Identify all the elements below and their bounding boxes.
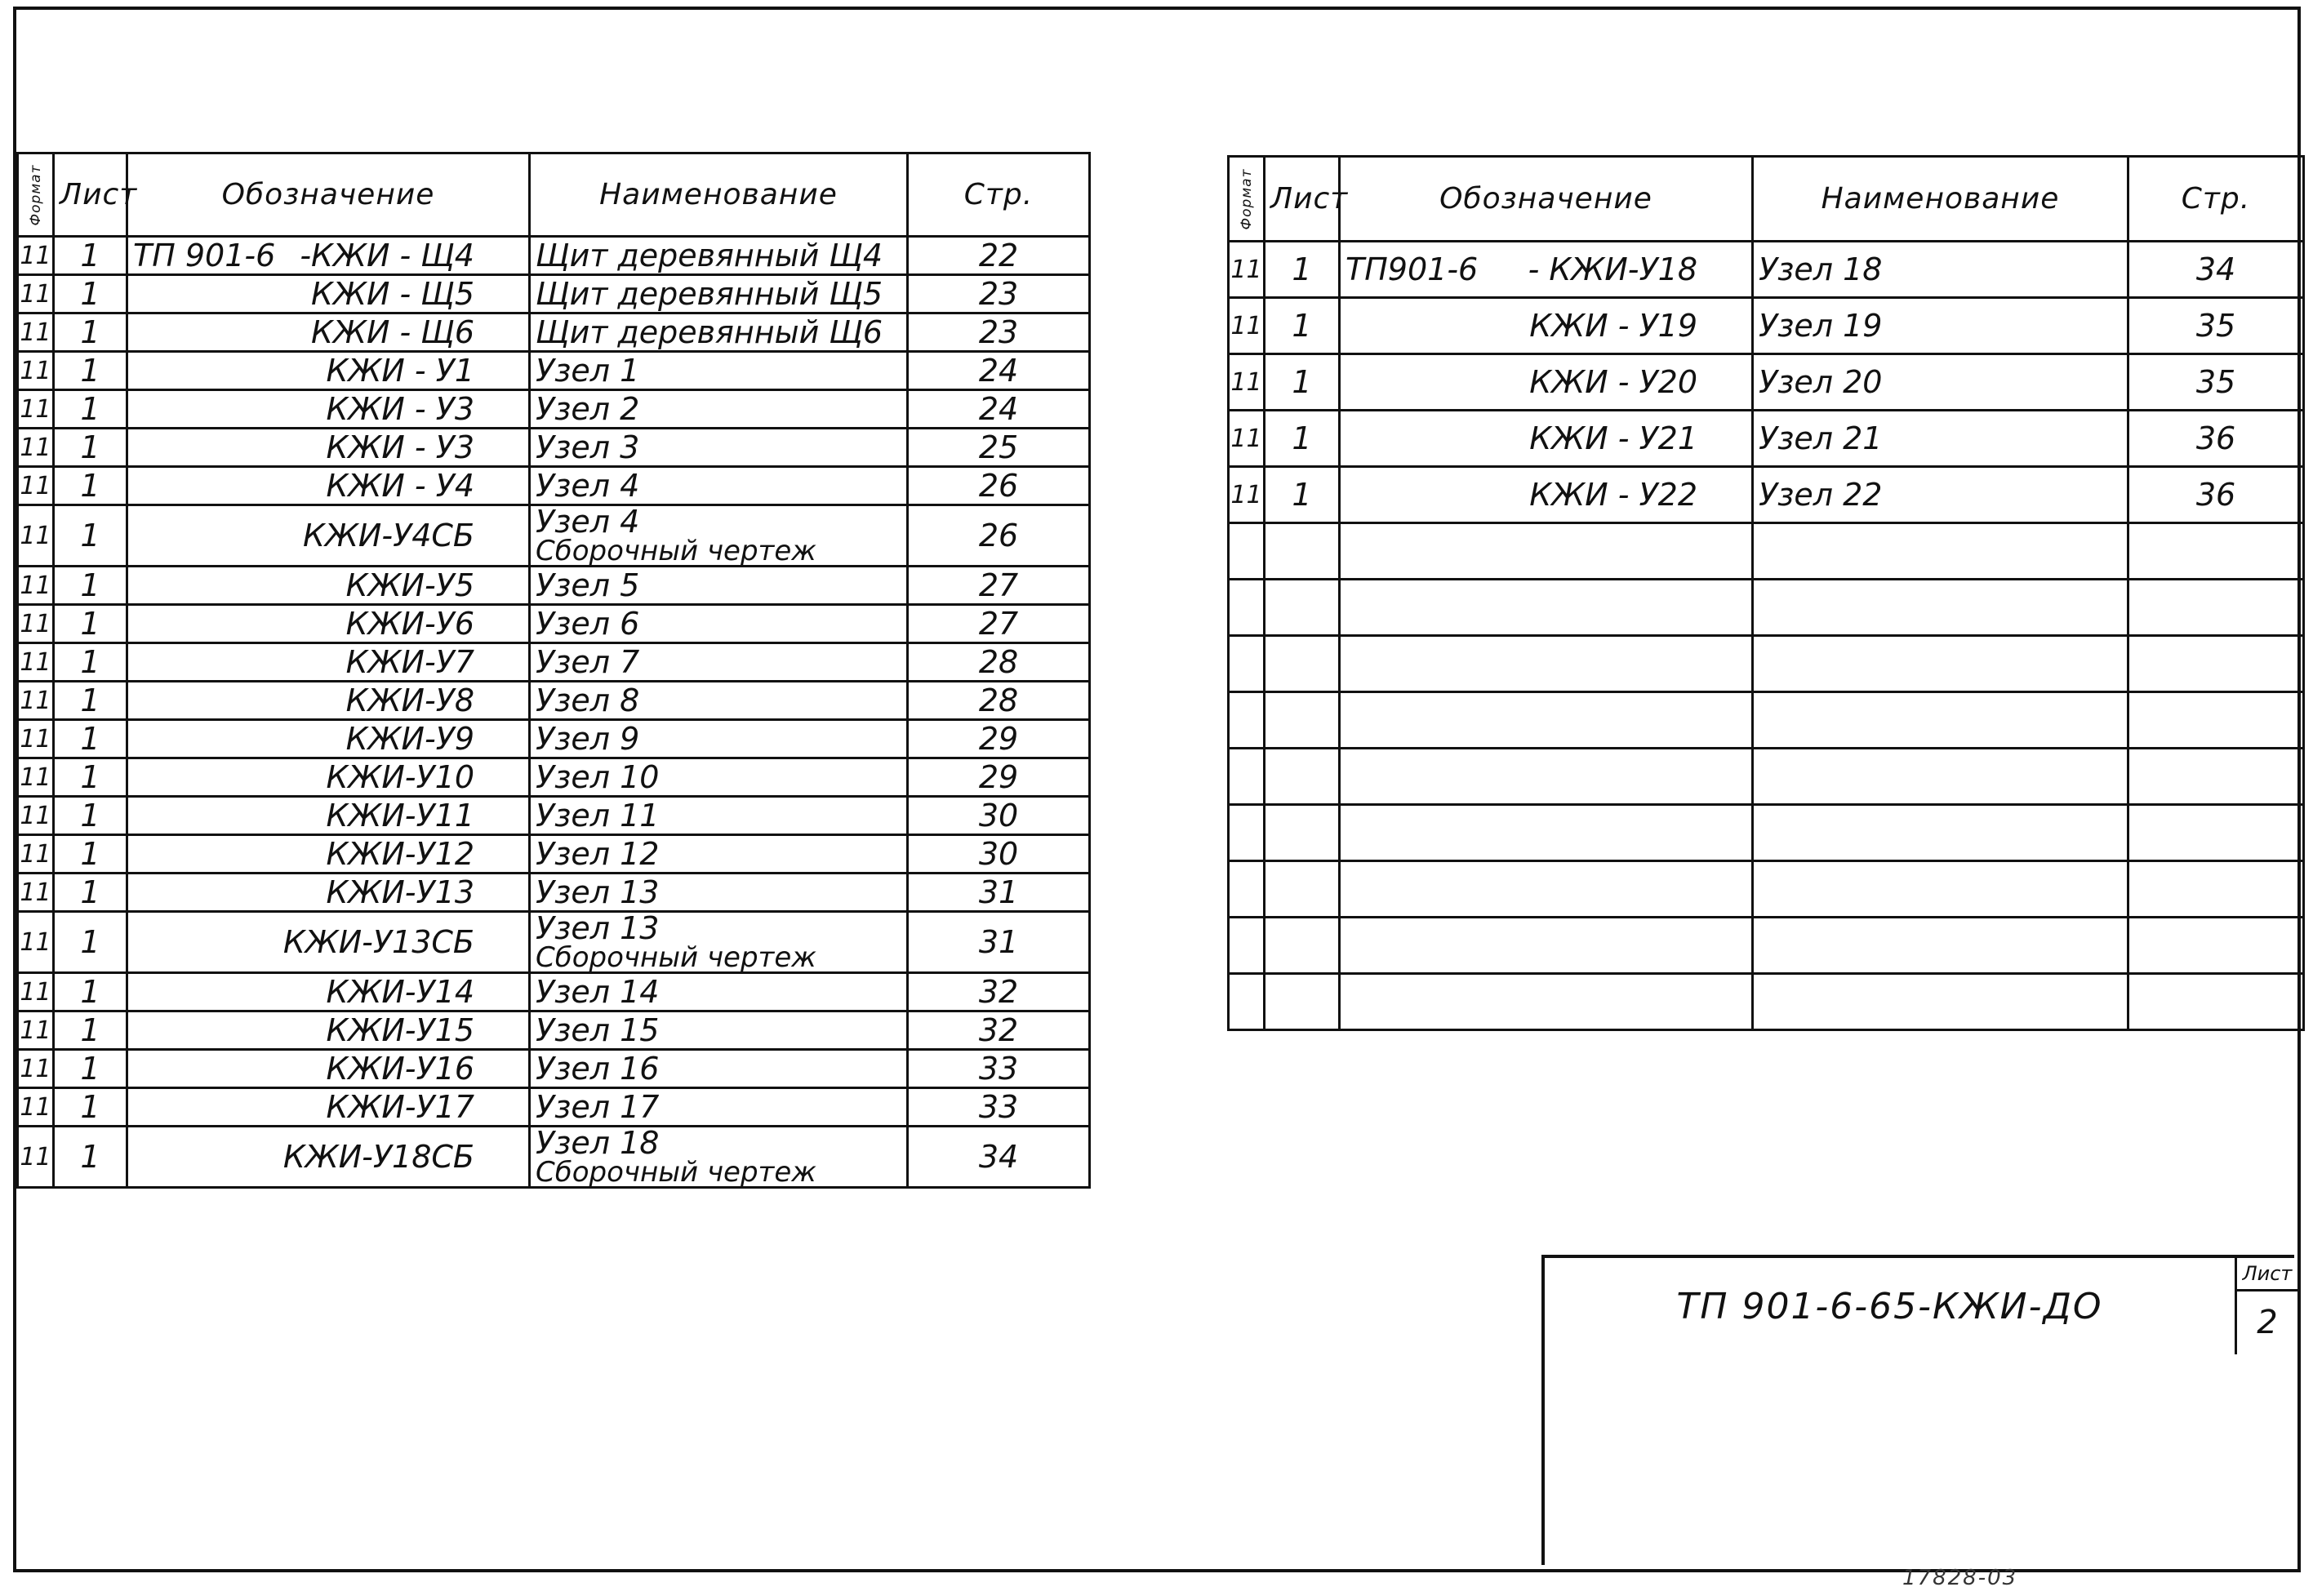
table-row xyxy=(18,1011,1090,1050)
header-page: Стр. xyxy=(908,153,1090,237)
row-format: 11 xyxy=(18,467,54,505)
row-name: Узел 18 xyxy=(1753,242,2128,298)
row-page: 22 xyxy=(908,237,1090,275)
table-row xyxy=(18,567,1090,605)
empty-cell xyxy=(1229,861,1265,918)
row-name xyxy=(530,429,908,467)
row-designation-code: КЖИ - У19 xyxy=(1529,308,1697,344)
empty-cell xyxy=(1340,692,1753,749)
row-sheet: 1 xyxy=(54,237,127,275)
row-format: 11 xyxy=(1229,411,1265,467)
row-designation-code: КЖИ-У7 xyxy=(345,644,474,680)
row-designation xyxy=(127,567,530,605)
empty-cell xyxy=(2128,918,2304,974)
row-sheet: 1 xyxy=(54,1050,127,1088)
table-row xyxy=(18,390,1090,429)
row-sheet: 1 xyxy=(54,1127,127,1188)
row-designation xyxy=(1340,467,1753,523)
row-page: 36 xyxy=(2128,467,2304,523)
row-sheet: 1 xyxy=(54,835,127,874)
empty-cell xyxy=(1265,580,1340,636)
row-name xyxy=(530,720,908,758)
row-designation xyxy=(127,429,530,467)
empty-cell xyxy=(2128,636,2304,692)
row-name xyxy=(530,605,908,643)
row-sheet: 1 xyxy=(1265,242,1340,298)
row-designation-code: КЖИ - У3 xyxy=(326,429,474,465)
row-page: 23 xyxy=(908,313,1090,352)
header-page: Стр. xyxy=(2128,157,2304,242)
row-page: 33 xyxy=(908,1050,1090,1088)
row-name-line1: Узел 13 xyxy=(536,874,660,910)
table-row xyxy=(18,797,1090,835)
row-format: 11 xyxy=(18,1127,54,1188)
row-designation xyxy=(127,505,530,567)
table-row xyxy=(18,643,1090,682)
row-designation xyxy=(127,643,530,682)
row-designation-prefix: ТП 901-6 xyxy=(133,238,276,273)
row-designation xyxy=(1340,354,1753,411)
row-sheet: 1 xyxy=(54,643,127,682)
empty-cell xyxy=(1753,805,2128,861)
row-designation xyxy=(127,797,530,835)
empty-row xyxy=(1229,861,2304,918)
row-name xyxy=(530,643,908,682)
row-designation xyxy=(127,605,530,643)
row-name xyxy=(530,758,908,797)
row-name-line1: Узел 4 xyxy=(536,468,640,504)
table-row xyxy=(18,467,1090,505)
sheet-box xyxy=(2235,1258,2297,1354)
row-page: 27 xyxy=(908,567,1090,605)
row-name xyxy=(530,1011,908,1050)
row-sheet: 1 xyxy=(54,874,127,912)
empty-cell xyxy=(1753,749,2128,805)
table-row xyxy=(1229,354,2304,411)
right-register-table xyxy=(1227,155,2305,1031)
header-format: Формат xyxy=(1229,157,1265,242)
empty-cell xyxy=(1340,580,1753,636)
row-sheet: 1 xyxy=(1265,298,1340,354)
table-row xyxy=(18,720,1090,758)
sheet-label: Лист xyxy=(2237,1258,2297,1291)
row-name-line1: Узел 5 xyxy=(536,567,640,603)
row-name xyxy=(530,797,908,835)
row-designation xyxy=(127,390,530,429)
empty-cell xyxy=(1753,636,2128,692)
row-designation-prefix: ТП901-6 xyxy=(1346,251,1479,287)
row-sheet: 1 xyxy=(54,313,127,352)
row-name-line2: Сборочный чертеж xyxy=(536,535,816,567)
table-row xyxy=(18,1050,1090,1088)
empty-cell xyxy=(1265,974,1340,1030)
table-row xyxy=(18,912,1090,973)
row-format: 11 xyxy=(18,973,54,1011)
row-format: 11 xyxy=(18,429,54,467)
row-name xyxy=(530,682,908,720)
row-page: 32 xyxy=(908,973,1090,1011)
empty-cell xyxy=(1229,692,1265,749)
row-designation-code: КЖИ-У6 xyxy=(345,606,474,642)
row-page: 24 xyxy=(908,390,1090,429)
row-designation-code: КЖИ - У22 xyxy=(1529,477,1697,513)
row-sheet: 1 xyxy=(54,352,127,390)
row-designation xyxy=(1340,298,1753,354)
empty-cell xyxy=(1753,692,2128,749)
row-designation-code: - КЖИ-У18 xyxy=(1528,251,1697,287)
empty-row xyxy=(1229,580,2304,636)
row-sheet: 1 xyxy=(1265,354,1340,411)
row-designation xyxy=(127,1011,530,1050)
empty-cell xyxy=(1340,749,1753,805)
row-page: 36 xyxy=(2128,411,2304,467)
row-designation xyxy=(127,352,530,390)
row-page: 30 xyxy=(908,797,1090,835)
row-page: 28 xyxy=(908,682,1090,720)
table-row xyxy=(18,275,1090,313)
row-format: 11 xyxy=(18,275,54,313)
row-sheet: 1 xyxy=(54,429,127,467)
empty-cell xyxy=(1753,918,2128,974)
row-page: 31 xyxy=(908,874,1090,912)
row-format: 11 xyxy=(18,758,54,797)
row-page: 34 xyxy=(2128,242,2304,298)
empty-cell xyxy=(1265,523,1340,580)
row-sheet: 1 xyxy=(54,912,127,973)
row-name-line1: Узел 11 xyxy=(536,798,660,834)
row-page: 34 xyxy=(908,1127,1090,1188)
row-format: 11 xyxy=(18,237,54,275)
empty-cell xyxy=(2128,580,2304,636)
row-designation-code: КЖИ - У21 xyxy=(1529,420,1697,456)
empty-cell xyxy=(2128,523,2304,580)
row-designation-code: КЖИ-У8 xyxy=(345,682,474,718)
row-sheet: 1 xyxy=(54,682,127,720)
row-designation-code: КЖИ-У4СБ xyxy=(303,518,474,553)
row-sheet: 1 xyxy=(54,390,127,429)
table-row xyxy=(1229,298,2304,354)
row-name-line1: Узел 18 xyxy=(536,1125,660,1161)
row-name-line1: Узел 13 xyxy=(536,910,660,946)
table-row xyxy=(18,429,1090,467)
row-page: 23 xyxy=(908,275,1090,313)
empty-cell xyxy=(1229,636,1265,692)
row-format: 11 xyxy=(18,1088,54,1127)
row-sheet: 1 xyxy=(54,275,127,313)
row-designation-code: КЖИ-У14 xyxy=(326,974,474,1010)
table-row xyxy=(18,505,1090,567)
row-name xyxy=(530,973,908,1011)
row-format: 11 xyxy=(1229,354,1265,411)
table-row xyxy=(18,973,1090,1011)
row-designation xyxy=(127,313,530,352)
row-format: 11 xyxy=(18,390,54,429)
row-name-line1: Узел 15 xyxy=(536,1012,660,1048)
row-page: 33 xyxy=(908,1088,1090,1127)
row-sheet: 1 xyxy=(54,797,127,835)
row-page: 29 xyxy=(908,758,1090,797)
row-sheet: 1 xyxy=(54,1088,127,1127)
empty-cell xyxy=(2128,805,2304,861)
row-page: 35 xyxy=(2128,354,2304,411)
row-page: 31 xyxy=(908,912,1090,973)
row-sheet: 1 xyxy=(54,758,127,797)
row-format: 11 xyxy=(18,1011,54,1050)
row-designation-code: КЖИ-У10 xyxy=(326,759,474,795)
row-format: 11 xyxy=(18,643,54,682)
row-format: 11 xyxy=(1229,298,1265,354)
row-page: 29 xyxy=(908,720,1090,758)
row-name-line1: Узел 8 xyxy=(536,682,640,718)
row-sheet: 1 xyxy=(54,567,127,605)
row-designation xyxy=(127,973,530,1011)
empty-row xyxy=(1229,636,2304,692)
row-format: 11 xyxy=(18,874,54,912)
empty-cell xyxy=(1229,918,1265,974)
row-name: Узел 22 xyxy=(1753,467,2128,523)
empty-cell xyxy=(1229,805,1265,861)
row-sheet: 1 xyxy=(1265,411,1340,467)
row-name xyxy=(530,505,908,567)
table-row xyxy=(1229,467,2304,523)
table-row xyxy=(18,874,1090,912)
table-row xyxy=(1229,411,2304,467)
row-designation xyxy=(127,1127,530,1188)
table-row xyxy=(18,1127,1090,1188)
row-designation xyxy=(127,835,530,874)
header-format: Формат xyxy=(18,153,54,237)
row-name-line1: Узел 9 xyxy=(536,721,640,757)
row-format: 11 xyxy=(18,352,54,390)
row-sheet: 1 xyxy=(54,467,127,505)
row-designation-code: КЖИ-У11 xyxy=(326,798,474,834)
row-name xyxy=(530,467,908,505)
row-designation-code: КЖИ-У13 xyxy=(326,874,474,910)
document-code: ТП 901-6-65-КЖИ-ДО xyxy=(1676,1285,2103,1327)
row-format: 11 xyxy=(18,313,54,352)
empty-cell xyxy=(1265,805,1340,861)
row-designation-code: КЖИ-У12 xyxy=(326,836,474,872)
empty-cell xyxy=(1340,805,1753,861)
table-row xyxy=(18,758,1090,797)
row-name-line1: Щит деревянный Щ5 xyxy=(536,276,883,312)
empty-cell xyxy=(2128,692,2304,749)
empty-row xyxy=(1229,974,2304,1030)
row-format: 11 xyxy=(18,912,54,973)
empty-cell xyxy=(1265,861,1340,918)
row-name xyxy=(530,567,908,605)
table-row xyxy=(18,237,1090,275)
row-page: 30 xyxy=(908,835,1090,874)
row-name-line1: Узел 4 xyxy=(536,504,640,540)
row-designation-code: КЖИ-У16 xyxy=(326,1051,474,1087)
row-page: 27 xyxy=(908,605,1090,643)
row-name xyxy=(530,1088,908,1127)
title-block xyxy=(1541,1255,2294,1565)
row-name: Узел 20 xyxy=(1753,354,2128,411)
header-designation: Обозначение xyxy=(127,153,530,237)
row-name xyxy=(530,313,908,352)
row-page: 26 xyxy=(908,505,1090,567)
header-designation: Обозначение xyxy=(1340,157,1753,242)
row-designation xyxy=(127,1088,530,1127)
table-row xyxy=(18,1088,1090,1127)
empty-cell xyxy=(1753,580,2128,636)
row-sheet: 1 xyxy=(1265,467,1340,523)
archive-number: 17828-03 xyxy=(1902,1566,2018,1590)
table-row xyxy=(18,835,1090,874)
row-designation-code: КЖИ-У5 xyxy=(345,567,474,603)
row-designation xyxy=(1340,242,1753,298)
table-row xyxy=(18,352,1090,390)
row-page: 24 xyxy=(908,352,1090,390)
row-name-line2: Сборочный чертеж xyxy=(536,1156,816,1189)
row-designation-code: КЖИ - У20 xyxy=(1529,364,1697,400)
header-name: Наименование xyxy=(530,153,908,237)
row-designation-code: КЖИ - У4 xyxy=(326,468,474,504)
empty-cell xyxy=(1753,861,2128,918)
empty-row xyxy=(1229,918,2304,974)
row-designation xyxy=(127,1050,530,1088)
row-page: 26 xyxy=(908,467,1090,505)
empty-cell xyxy=(1340,861,1753,918)
row-designation-code: КЖИ-У18СБ xyxy=(282,1139,474,1175)
empty-cell xyxy=(1340,974,1753,1030)
row-designation xyxy=(127,275,530,313)
row-name-line2: Сборочный чертеж xyxy=(536,941,816,974)
row-sheet: 1 xyxy=(54,505,127,567)
row-designation xyxy=(127,758,530,797)
row-designation xyxy=(127,682,530,720)
row-designation-code: КЖИ - У3 xyxy=(326,391,474,427)
row-name: Узел 19 xyxy=(1753,298,2128,354)
empty-cell xyxy=(1340,636,1753,692)
row-page: 28 xyxy=(908,643,1090,682)
row-sheet: 1 xyxy=(54,605,127,643)
row-designation-code: КЖИ - Щ6 xyxy=(311,314,474,350)
row-name-line1: Узел 14 xyxy=(536,974,660,1010)
row-name-line1: Щит деревянный Щ6 xyxy=(536,314,883,350)
row-page: 25 xyxy=(908,429,1090,467)
row-sheet: 1 xyxy=(54,1011,127,1050)
header-sheet: Лист xyxy=(1265,157,1340,242)
empty-cell xyxy=(2128,974,2304,1030)
row-designation-code: КЖИ-У9 xyxy=(345,721,474,757)
row-name xyxy=(530,912,908,973)
row-designation-code: -КЖИ - Щ4 xyxy=(300,238,474,273)
row-designation xyxy=(127,467,530,505)
row-name: Узел 21 xyxy=(1753,411,2128,467)
row-name-line1: Узел 17 xyxy=(536,1089,660,1125)
table-row xyxy=(18,313,1090,352)
header-name: Наименование xyxy=(1753,157,2128,242)
header-sheet: Лист xyxy=(54,153,127,237)
row-designation xyxy=(127,237,530,275)
empty-row xyxy=(1229,749,2304,805)
row-name-line1: Узел 7 xyxy=(536,644,640,680)
row-sheet: 1 xyxy=(54,720,127,758)
empty-cell xyxy=(1265,636,1340,692)
row-name-line1: Узел 3 xyxy=(536,429,640,465)
table-row xyxy=(18,682,1090,720)
row-name xyxy=(530,390,908,429)
row-name xyxy=(530,352,908,390)
row-designation xyxy=(1340,411,1753,467)
empty-cell xyxy=(2128,861,2304,918)
empty-cell xyxy=(1265,692,1340,749)
row-name-line1: Узел 10 xyxy=(536,759,660,795)
row-name xyxy=(530,1050,908,1088)
row-format: 11 xyxy=(18,835,54,874)
empty-cell xyxy=(1753,523,2128,580)
empty-row xyxy=(1229,692,2304,749)
empty-cell xyxy=(1265,749,1340,805)
empty-cell xyxy=(1229,523,1265,580)
empty-row xyxy=(1229,805,2304,861)
row-format: 11 xyxy=(1229,242,1265,298)
row-format: 11 xyxy=(18,682,54,720)
row-designation xyxy=(127,912,530,973)
empty-row xyxy=(1229,523,2304,580)
row-name xyxy=(530,275,908,313)
row-designation-code: КЖИ - Щ5 xyxy=(311,276,474,312)
left-register-table xyxy=(16,152,1091,1189)
row-sheet: 1 xyxy=(54,973,127,1011)
row-name xyxy=(530,237,908,275)
empty-cell xyxy=(1229,580,1265,636)
table-row xyxy=(18,605,1090,643)
row-page: 35 xyxy=(2128,298,2304,354)
row-designation xyxy=(127,720,530,758)
row-name-line1: Щит деревянный Щ4 xyxy=(536,238,883,273)
empty-cell xyxy=(1265,918,1340,974)
empty-cell xyxy=(1753,974,2128,1030)
empty-cell xyxy=(2128,749,2304,805)
empty-cell xyxy=(1229,749,1265,805)
row-format: 11 xyxy=(18,505,54,567)
row-name-line1: Узел 2 xyxy=(536,391,640,427)
row-format: 11 xyxy=(1229,467,1265,523)
row-designation xyxy=(127,874,530,912)
empty-cell xyxy=(1340,918,1753,974)
row-name xyxy=(530,1127,908,1188)
row-name xyxy=(530,874,908,912)
row-name-line1: Узел 16 xyxy=(536,1051,660,1087)
row-name-line1: Узел 6 xyxy=(536,606,640,642)
row-name-line1: Узел 1 xyxy=(536,353,640,389)
row-page: 32 xyxy=(908,1011,1090,1050)
table-row xyxy=(1229,242,2304,298)
row-designation-code: КЖИ - У1 xyxy=(326,353,474,389)
row-designation-code: КЖИ-У13СБ xyxy=(282,924,474,960)
empty-cell xyxy=(1340,523,1753,580)
row-designation-code: КЖИ-У15 xyxy=(326,1012,474,1048)
row-format: 11 xyxy=(18,720,54,758)
row-name-line1: Узел 12 xyxy=(536,836,660,872)
row-format: 11 xyxy=(18,797,54,835)
row-designation-code: КЖИ-У17 xyxy=(326,1089,474,1125)
row-format: 11 xyxy=(18,605,54,643)
row-format: 11 xyxy=(18,1050,54,1088)
row-format: 11 xyxy=(18,567,54,605)
sheet-number: 2 xyxy=(2257,1304,2278,1341)
row-name xyxy=(530,835,908,874)
empty-cell xyxy=(1229,974,1265,1030)
